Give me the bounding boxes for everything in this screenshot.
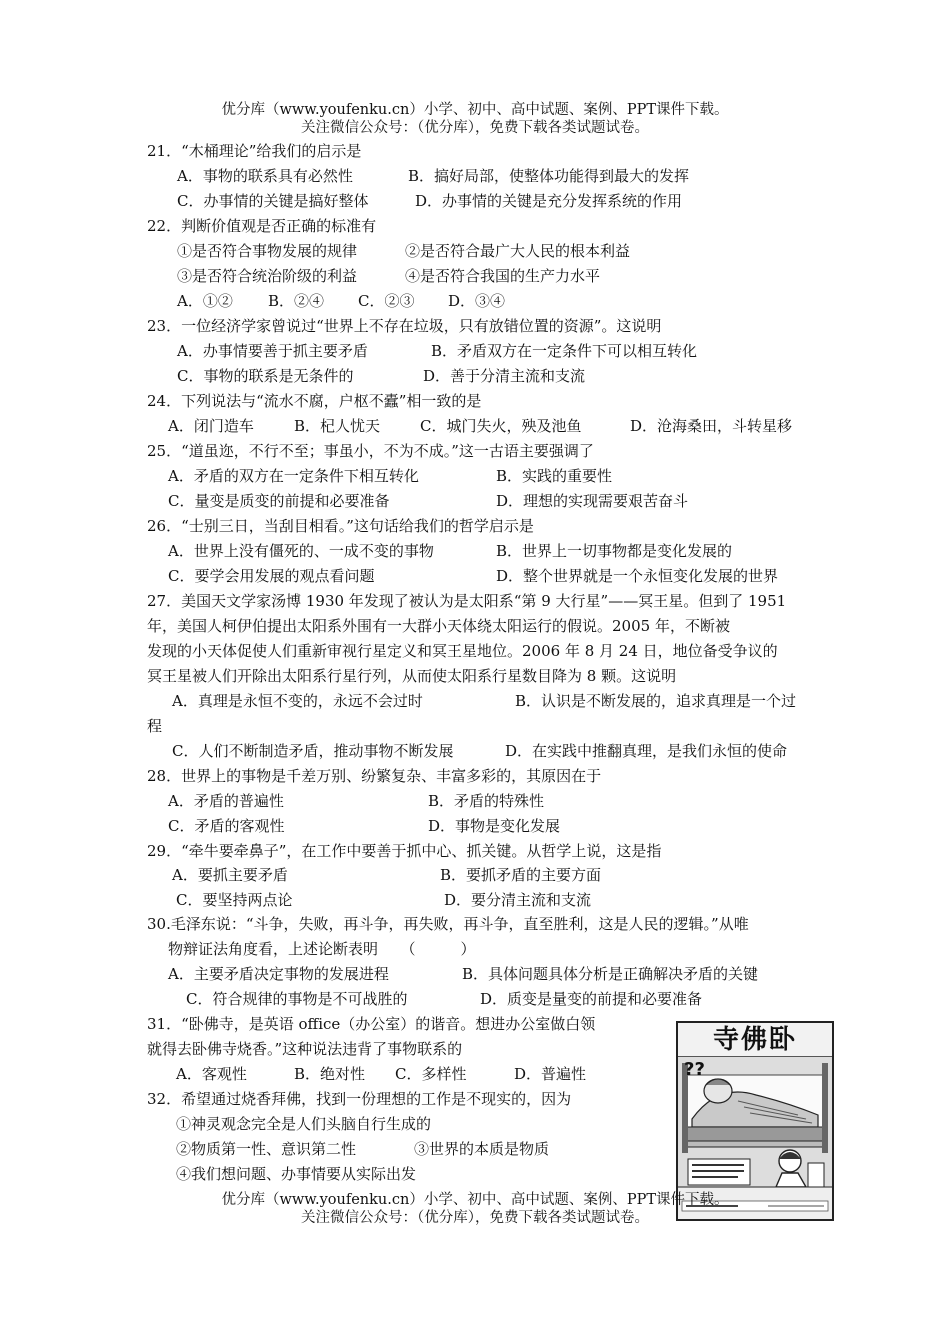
question-31-line-1: 31．“卧佛寺，是英语 office（办公室）的谐音。想进办公室做白领	[147, 1015, 596, 1033]
q24-option-a: A．闭门造车	[168, 417, 254, 435]
q29-option-d: D．要分清主流和支流	[444, 891, 592, 909]
q25-option-c: C．量变是质变的前提和必要准备	[168, 492, 390, 510]
question-31-line-2: 就得去卧佛寺烧香。”这种说法违背了事物联系的	[147, 1040, 463, 1058]
question-30-line-1: 30.毛泽东说：“斗争，失败，再斗争，再失败，再斗争，直至胜利，这是人民的逻辑。”从唯	[147, 915, 749, 933]
question-27-line-1: 27．美国天文学家汤博 1930 年发现了被认为是太阳系“第 9 大行星”——冥王星。但到了 1951	[147, 592, 787, 610]
q26-option-c: C．要学会用发展的观点看问题	[168, 567, 375, 585]
question-28-stem: 28．世界上的事物是千差万别、纷繁复杂、丰富多彩的，其原因在于	[147, 767, 602, 785]
q23-option-c: C．事物的联系是无条件的	[177, 367, 354, 385]
header-line-2: 关注微信公众号：（优分库），免费下载各类试题试卷。	[301, 120, 649, 136]
question-26-stem: 26．“士别三日，当刮目相看。”这句话给我们的哲学启示是	[147, 517, 534, 535]
q27-option-d: D．在实践中推翻真理，是我们永恒的使命	[505, 742, 788, 760]
q24-option-d: D．沧海桑田，斗转星移	[630, 417, 793, 435]
q22-option-c: C．②③	[358, 292, 415, 310]
q22-statement-3: ③是否符合统治阶级的利益	[177, 267, 358, 285]
question-25-stem: 25．“道虽迩，不行不至；事虽小，不为不成。”这一古语主要强调了	[147, 442, 594, 460]
q31-option-b: B．绝对性	[294, 1065, 366, 1083]
q22-statement-2: ②是否符合最广大人民的根本利益	[405, 242, 631, 260]
q30-option-a: A．主要矛盾决定事物的发展进程	[168, 965, 389, 983]
q27-option-a: A．真理是永恒不变的，永远不会过时	[172, 692, 423, 710]
question-27-line-4: 冥王星被人们开除出太阳系行星行列，从而使太阳系行星数目降为 8 颗。这说明	[147, 667, 677, 685]
header-line-1: 优分库（www.youfenku.cn）小学、初中、高中试题、案例、PPT课件下载。	[221, 102, 729, 118]
cartoon-title: 寺佛卧	[712, 1025, 797, 1055]
q30-option-c: C．符合规律的事物是不可战胜的	[186, 990, 408, 1008]
q28-option-d: D．事物是变化发展	[428, 817, 561, 835]
footer-line-1: 优分库（www.youfenku.cn）小学、初中、高中试题、案例、PPT课件下载。	[221, 1192, 729, 1208]
q22-statement-4: ④是否符合我国的生产力水平	[405, 267, 601, 285]
footer-line-2: 关注微信公众号：（优分库），免费下载各类试题试卷。	[301, 1210, 649, 1226]
q21-option-d: D．办事情的关键是充分发挥系统的作用	[415, 192, 683, 210]
q21-option-c: C．办事情的关键是搞好整体	[177, 192, 369, 210]
q25-option-d: D．理想的实现需要艰苦奋斗	[496, 492, 689, 510]
q31-option-d: D．普遍性	[514, 1065, 587, 1083]
cartoon-question-marks: ??	[684, 1059, 705, 1080]
q24-option-c: C．城门失火，殃及池鱼	[420, 417, 582, 435]
q26-option-a: A．世界上没有僵死的、一成不变的事物	[168, 542, 434, 560]
q32-statement-4: ④我们想问题、办事情要从实际出发	[176, 1165, 417, 1183]
q25-option-a: A．矛盾的双方在一定条件下相互转化	[168, 467, 419, 485]
question-24-stem: 24．下列说法与“流水不腐，户枢不蠹”相一致的是	[147, 392, 482, 410]
q29-option-c: C．要坚持两点论	[176, 891, 293, 909]
q28-option-c: C．矛盾的客观性	[168, 817, 285, 835]
q31-option-c: C．多样性	[395, 1065, 467, 1083]
question-30-line-2: 物辩证法角度看，上述论断表明 （ ）	[168, 940, 476, 958]
q32-statement-1: ①神灵观念完全是人们头脑自行生成的	[176, 1115, 432, 1133]
q21-option-a: A．事物的联系具有必然性	[177, 167, 353, 185]
q26-option-d: D．整个世界就是一个永恒变化发展的世界	[496, 567, 779, 585]
q22-statement-1: ①是否符合事物发展的规律	[177, 242, 358, 260]
q28-option-a: A．矛盾的普遍性	[168, 792, 284, 810]
q26-option-b: B．世界上一切事物都是变化发展的	[496, 542, 733, 560]
q30-option-b: B．具体问题具体分析是正确解决矛盾的关键	[462, 965, 759, 983]
q31-option-a: A．客观性	[176, 1065, 247, 1083]
q22-option-d: D．③④	[448, 292, 506, 310]
q29-option-b: B．要抓矛盾的主要方面	[440, 866, 602, 884]
q23-option-a: A．办事情要善于抓主要矛盾	[177, 342, 368, 360]
question-22-stem: 22．判断价值观是否正确的标准有	[147, 217, 377, 235]
q32-statement-3: ③世界的本质是物质	[414, 1140, 550, 1158]
q28-option-b: B．矛盾的特殊性	[428, 792, 545, 810]
q25-option-b: B．实践的重要性	[496, 467, 613, 485]
q22-option-a: A．①②	[177, 292, 233, 310]
question-29-stem: 29．“牵牛要牵鼻子”，在工作中要善于抓中心、抓关键。从哲学上说，这是指	[147, 842, 662, 860]
q21-option-b: B．搞好局部，使整体功能得到最大的发挥	[408, 167, 690, 185]
q29-option-a: A．要抓主要矛盾	[172, 866, 288, 884]
q22-option-b: B．②④	[268, 292, 325, 310]
q27-option-b: B．认识是不断发展的，追求真理是一个过	[515, 692, 797, 710]
q23-option-d: D．善于分清主流和支流	[423, 367, 586, 385]
question-21-stem: 21．“木桶理论”给我们的启示是	[147, 142, 362, 160]
q24-option-b: B．杞人忧天	[294, 417, 381, 435]
question-27-line-2: 年，美国人柯伊伯提出太阳系外围有一大群小天体绕太阳运行的假说。2005 年，不断被	[147, 617, 730, 635]
q32-statement-2: ②物质第一性、意识第二性	[176, 1140, 357, 1158]
question-27-line-3: 发现的小天体促使人们重新审视行星定义和冥王星地位。2006 年 8 月 24 日，地位备受争议的	[147, 642, 778, 660]
q23-option-b: B．矛盾双方在一定条件下可以相互转化	[431, 342, 698, 360]
q30-option-d: D．质变是量变的前提和必要准备	[480, 990, 703, 1008]
q27-option-b-wrap: 程	[147, 717, 163, 735]
question-23-stem: 23．一位经济学家曾说过“世界上不存在垃圾，只有放错位置的资源”。这说明	[147, 317, 662, 335]
question-32-stem: 32．希望通过烧香拜佛，找到一份理想的工作是不现实的，因为	[147, 1090, 572, 1108]
q27-option-c: C．人们不断制造矛盾，推动事物不断发展	[172, 742, 454, 760]
